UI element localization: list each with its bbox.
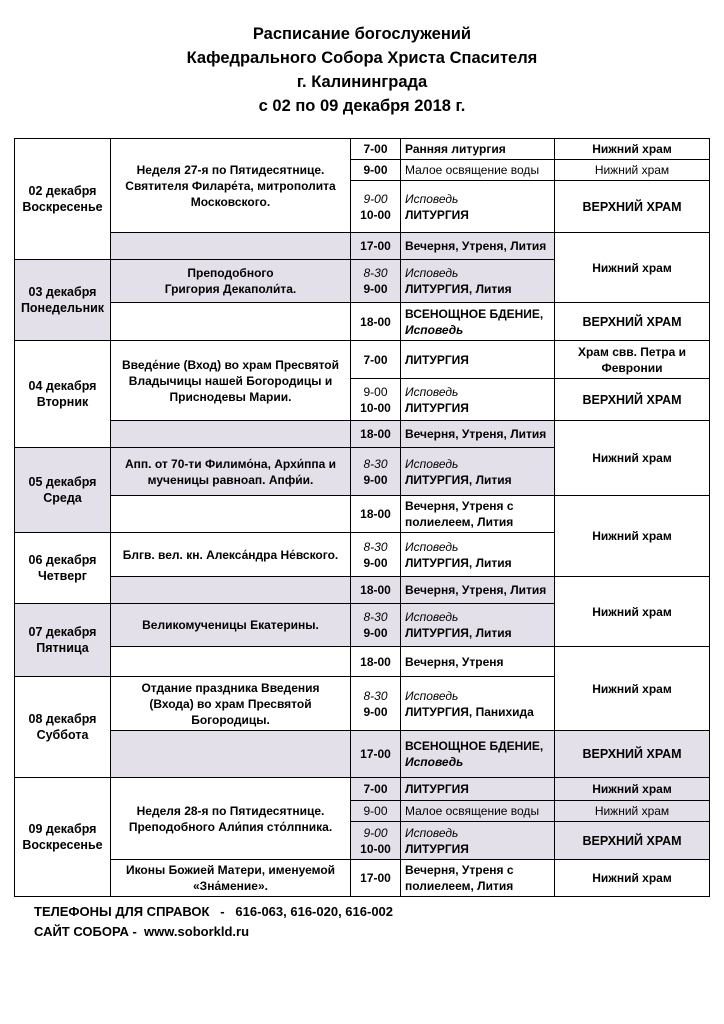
time-cell	[351, 448, 401, 496]
feast-line: Иконы Божией Матери, именуемой	[125, 863, 336, 877]
service-cell: Вечерня, Утреня, Лития	[401, 421, 555, 448]
service-cell	[401, 822, 555, 860]
time-cell	[351, 181, 401, 233]
feast-cell-empty	[111, 731, 351, 778]
place-cell: ВЕРХНИЙ ХРАМ	[555, 731, 710, 778]
place-cell: Нижний храм	[555, 233, 710, 303]
table-row	[15, 496, 710, 533]
service-cell	[401, 379, 555, 421]
time-cell: 18-00	[351, 577, 401, 604]
feast-line: Неделя 28-я по Пятидесятнице.	[136, 803, 325, 818]
feast-line: Великомученицы Екатерины.	[142, 618, 319, 632]
day-date: 05 декабря	[28, 475, 97, 489]
service-a: Исповедь	[405, 266, 459, 280]
time-cell	[351, 677, 401, 731]
time-cell: 18-00	[351, 303, 401, 341]
place-a: Храм свв. Петра и	[577, 344, 687, 359]
place-cell: ВЕРХНИЙ ХРАМ	[555, 822, 710, 860]
feast-line: (Входа) во храм Пресвятой	[149, 697, 312, 711]
place-cell: Нижний храм	[555, 139, 710, 160]
time-b: 9-00	[363, 626, 388, 640]
day-weekday: Вторник	[36, 395, 89, 409]
service-cell	[401, 533, 555, 577]
feast-line: Святителя Филаре́та, митрополита	[125, 178, 336, 193]
time-cell: 17-00	[351, 233, 401, 260]
place-b: Февронии	[601, 360, 663, 375]
service-b: полиелеем, Лития	[405, 515, 514, 529]
time-cell: 9-00	[351, 801, 401, 822]
feast-line: Владычицы нашей Богородицы и	[128, 373, 333, 388]
feast-cell-empty	[111, 303, 351, 341]
place-cell: Нижний храм	[555, 577, 710, 647]
time-a: 8-30	[363, 688, 388, 703]
service-b: Исповедь	[405, 322, 464, 337]
service-cell	[401, 448, 555, 496]
service-cell: Вечерня, Утреня, Лития	[401, 233, 555, 260]
place-cell	[555, 341, 710, 379]
service-a: Исповедь	[405, 539, 459, 554]
service-b: ЛИТУРГИЯ	[405, 841, 469, 856]
table-row	[15, 647, 710, 677]
feast-line: Преподобного Али́пия сто́лпника.	[128, 819, 333, 834]
place-cell: ВЕРХНИЙ ХРАМ	[555, 181, 710, 233]
service-a: ВСЕНОЩНОЕ БДЕНИЕ,	[405, 306, 544, 321]
day-weekday: Воскресенье	[22, 838, 103, 852]
day-cell-09	[15, 778, 111, 897]
day-date: 08 декабря	[28, 712, 97, 726]
day-weekday: Пятница	[36, 641, 89, 655]
footer-site: САЙТ СОБОРА - www.soborkld.ru	[34, 924, 250, 939]
place-cell: Нижний храм	[555, 860, 710, 897]
time-cell	[351, 822, 401, 860]
feast-line: Богородицы.	[191, 713, 270, 727]
feast-line: мученицы равноап. Апфи́и.	[147, 472, 314, 487]
place-cell: Нижний храм	[555, 647, 710, 731]
day-date: 06 декабря	[28, 553, 97, 567]
place-cell: Нижний храм	[555, 496, 710, 577]
time-a: 9-00	[363, 825, 388, 840]
document-header	[0, 22, 724, 118]
time-cell: 18-00	[351, 647, 401, 677]
feast-line: Введе́ние (Вход) во храм Пресвятой	[121, 357, 340, 372]
time-cell	[351, 533, 401, 577]
table-row	[15, 577, 710, 604]
feast-line: «Зна́мение».	[193, 879, 268, 893]
service-a: Исповедь	[405, 610, 459, 624]
day-cell-05	[15, 448, 111, 533]
feast-line: Апп. от 70-ти Филимо́на, Архи́ппа и	[124, 456, 337, 471]
table-row	[15, 341, 710, 379]
service-a: Исповедь	[405, 456, 459, 471]
time-cell: 17-00	[351, 731, 401, 778]
time-a: 9-00	[363, 191, 388, 206]
day-weekday: Суббота	[36, 728, 89, 742]
service-cell	[401, 303, 555, 341]
feast-cell-08	[111, 677, 351, 731]
time-cell	[351, 604, 401, 647]
feast-cell-07	[111, 604, 351, 647]
service-a: Вечерня, Утреня с	[405, 863, 514, 877]
time-b: 9-00	[363, 555, 388, 570]
service-cell	[401, 260, 555, 303]
service-b: ЛИТУРГИЯ	[405, 400, 469, 415]
service-a: Исповедь	[405, 384, 459, 399]
time-cell: 9-00	[351, 160, 401, 181]
service-text: Малое освящение воды	[405, 804, 540, 818]
service-text: Малое освящение воды	[405, 163, 540, 177]
time-cell	[351, 379, 401, 421]
time-b: 9-00	[363, 282, 388, 296]
service-cell: Вечерня, Утреня, Лития	[401, 577, 555, 604]
time-cell: 7-00	[351, 139, 401, 160]
time-cell: 17-00	[351, 860, 401, 897]
header-city: г. Калининграда	[296, 73, 428, 91]
time-b: 9-00	[363, 472, 388, 487]
feast-line: Блгв. вел. кн. Алекса́ндра Не́вского.	[122, 547, 339, 562]
service-a: Исповедь	[405, 825, 459, 840]
time-b: 9-00	[363, 704, 388, 719]
day-date: 04 декабря	[28, 379, 97, 393]
service-a: ВСЕНОЩНОЕ БДЕНИЕ,	[405, 739, 544, 753]
header-period: с 02 по 09 декабря 2018 г.	[258, 97, 466, 115]
time-cell: 18-00	[351, 421, 401, 448]
service-cell: ЛИТУРГИЯ	[401, 778, 555, 801]
service-cell	[401, 181, 555, 233]
service-cell	[401, 160, 555, 181]
place-cell: Нижний храм	[555, 160, 710, 181]
schedule-table	[14, 138, 710, 897]
day-weekday: Воскресенье	[22, 200, 103, 214]
day-date: 07 декабря	[28, 625, 97, 639]
service-cell	[401, 496, 555, 533]
service-cell	[401, 677, 555, 731]
feast-cell-empty	[111, 577, 351, 604]
feast-cell-04	[111, 341, 351, 421]
time-cell	[351, 260, 401, 303]
time-a: 8-30	[363, 610, 388, 624]
feast-cell-empty	[111, 496, 351, 533]
table-row	[15, 421, 710, 448]
day-weekday: Четверг	[37, 569, 87, 583]
feast-line: Преподобного	[187, 266, 274, 280]
footer-phones: ТЕЛЕФОНЫ ДЛЯ СПРАВОК - 616-063, 616-020, 616-002	[34, 904, 394, 919]
feast-cell-empty	[111, 421, 351, 448]
service-b: ЛИТУРГИЯ, Лития	[405, 626, 512, 640]
day-cell-04	[15, 341, 111, 448]
header-title: Расписание богослужений	[252, 25, 472, 43]
service-b: ЛИТУРГИЯ, Лития	[405, 472, 512, 487]
service-a: Вечерня, Утреня с	[405, 499, 514, 513]
place-cell: ВЕРХНИЙ ХРАМ	[555, 303, 710, 341]
time-b: 10-00	[360, 841, 391, 856]
service-cell	[401, 731, 555, 778]
feast-line: Неделя 27-я по Пятидесятнице.	[136, 162, 325, 177]
place-cell: ВЕРХНИЙ ХРАМ	[555, 379, 710, 421]
time-b: 10-00	[360, 207, 391, 222]
feast-cell-empty	[111, 647, 351, 677]
day-cell-02	[15, 139, 111, 260]
day-cell-07	[15, 604, 111, 677]
time-b: 10-00	[360, 400, 391, 415]
table-row	[15, 139, 710, 160]
day-date: 03 декабря	[28, 285, 97, 299]
service-b: ЛИТУРГИЯ, Панихида	[405, 704, 534, 719]
day-date: 09 декабря	[28, 822, 97, 836]
service-b: ЛИТУРГИЯ	[405, 207, 469, 222]
service-cell: Вечерня, Утреня	[401, 647, 555, 677]
feast-cell-02	[111, 139, 351, 233]
day-weekday: Понедельник	[20, 301, 105, 315]
service-b: ЛИТУРГИЯ, Лития	[405, 555, 512, 570]
service-cell	[401, 860, 555, 897]
service-b: полиелеем, Лития	[405, 879, 514, 893]
day-weekday: Среда	[43, 491, 82, 505]
place-cell: Нижний храм	[555, 801, 710, 822]
place-cell: Нижний храм	[555, 778, 710, 801]
day-cell-08	[15, 677, 111, 778]
table-row	[15, 778, 710, 801]
time-a: 8-30	[363, 456, 388, 471]
service-b: Исповедь	[405, 755, 464, 769]
time-a: 8-30	[363, 539, 388, 554]
footer	[34, 902, 393, 942]
time-a: 8-30	[363, 266, 388, 280]
header-cathedral: Кафедрального Собора Христа Спасителя	[186, 49, 538, 67]
service-cell: ЛИТУРГИЯ	[401, 341, 555, 379]
table-row	[15, 860, 710, 897]
service-a: Исповедь	[405, 191, 459, 206]
service-cell	[401, 801, 555, 822]
feast-line: Григория Декаполи́та.	[164, 282, 297, 296]
feast-cell-09b	[111, 860, 351, 897]
service-cell	[401, 604, 555, 647]
feast-cell-03	[111, 260, 351, 303]
service-a: Исповедь	[405, 688, 459, 703]
day-cell-06	[15, 533, 111, 604]
feast-cell-09	[111, 778, 351, 860]
feast-line: Отдание праздника Введения	[141, 681, 320, 695]
place-cell: Нижний храм	[555, 421, 710, 496]
feast-cell-empty	[111, 233, 351, 260]
feast-cell-06	[111, 533, 351, 577]
day-date: 02 декабря	[28, 184, 97, 198]
time-a: 9-00	[363, 384, 388, 399]
time-cell: 7-00	[351, 778, 401, 801]
table-row	[15, 233, 710, 260]
service-b: ЛИТУРГИЯ, Лития	[405, 282, 512, 296]
feast-cell-05	[111, 448, 351, 496]
feast-line: Московского.	[190, 194, 271, 209]
table-row	[15, 731, 710, 778]
feast-line: Приснодевы Марии.	[169, 389, 292, 404]
day-cell-03	[15, 260, 111, 341]
service-cell: Ранняя литургия	[401, 139, 555, 160]
time-cell: 7-00	[351, 341, 401, 379]
table-row	[15, 303, 710, 341]
time-cell: 18-00	[351, 496, 401, 533]
